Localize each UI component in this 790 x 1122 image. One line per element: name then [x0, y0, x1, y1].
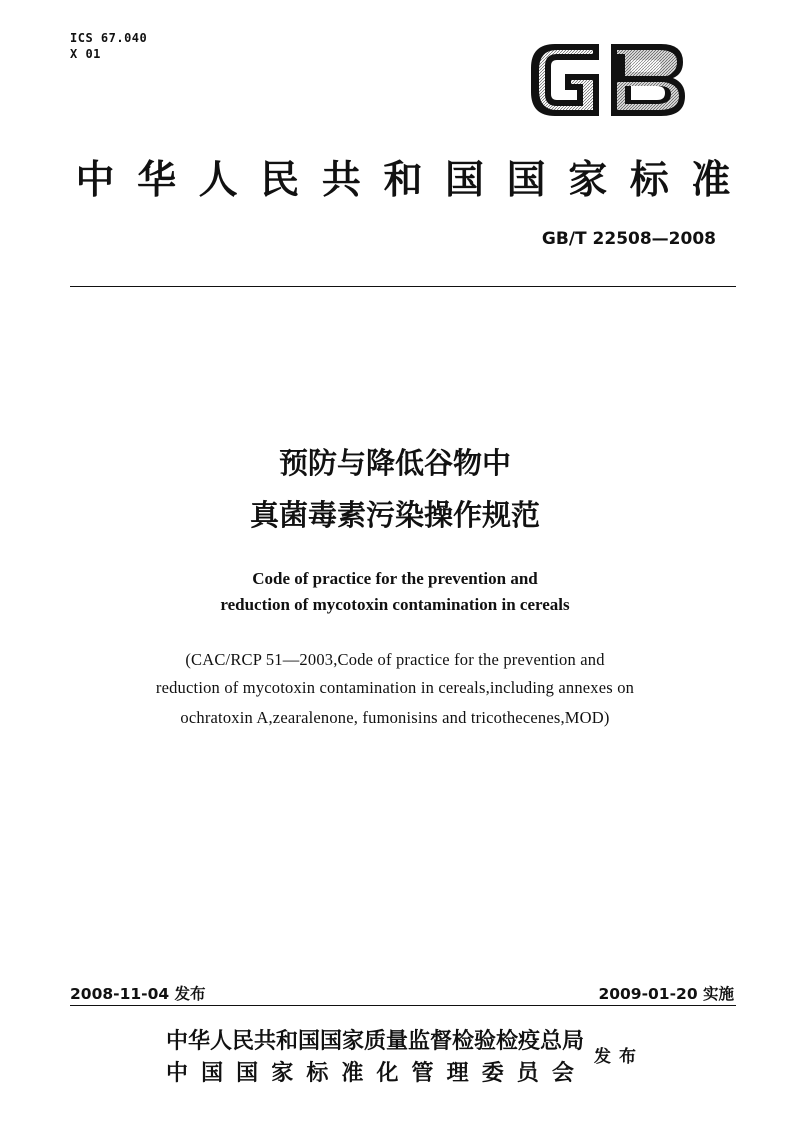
heading-char: 民	[260, 157, 300, 203]
heading-char: 人	[198, 157, 238, 203]
title-cn-line2: 真菌毒素污染操作规范	[249, 498, 540, 532]
heading-char: 标	[629, 157, 669, 203]
reference-line3: ochratoxin A,zearalenone, fumonisins and tricothecenes,MOD)	[180, 708, 610, 727]
classification-codes	[70, 30, 147, 62]
heading-char: 华	[137, 157, 177, 203]
title-cn-line1: 预防与降低谷物中	[278, 446, 511, 480]
issuer-char: 会	[551, 1060, 574, 1086]
national-standard-heading	[68, 150, 738, 204]
implementation-date: 2009-01-20 实施	[598, 985, 734, 1003]
issuer-char: 标	[306, 1060, 329, 1086]
title-en-line2: reduction of mycotoxin contamination in cereals	[220, 595, 570, 614]
issuer-char: 理	[446, 1060, 469, 1086]
heading-char: 国	[445, 157, 485, 203]
issuer-sac	[166, 1056, 574, 1087]
bottom-divider	[70, 1005, 736, 1006]
issuer-char: 化	[376, 1060, 399, 1086]
reference-line1: (CAC/RCP 51—2003,Code of practice for the prevention and	[185, 650, 605, 669]
heading-char: 共	[321, 157, 361, 203]
ccs-code: X 01	[70, 47, 101, 61]
issuer-char: 员	[516, 1060, 539, 1086]
heading-char: 国	[506, 157, 546, 203]
ics-code: ICS 67.040	[70, 31, 148, 45]
issuer-char: 委	[481, 1060, 504, 1086]
issuer-aqsiq: 中华人民共和国国家质量监督检验检疫总局	[166, 1028, 585, 1054]
issuer-char: 准	[341, 1060, 364, 1086]
standard-number: GB/T 22508—2008	[541, 229, 716, 249]
top-divider	[70, 286, 736, 287]
issue-word: 发布	[594, 1047, 644, 1067]
heading-char: 中	[75, 157, 115, 203]
gb-logo	[527, 38, 687, 122]
issuer-char: 国	[201, 1060, 224, 1086]
reference-line2: reduction of mycotoxin contamination in cereals,including annexes on	[155, 678, 635, 697]
issuer-char: 国	[236, 1060, 259, 1086]
title-en-line1: Code of practice for the prevention and	[252, 569, 538, 588]
issuer-char: 家	[271, 1060, 294, 1086]
issuer-char: 管	[411, 1060, 434, 1086]
issue-date: 2008-11-04 发布	[70, 985, 206, 1003]
issuer-char: 中	[166, 1060, 189, 1086]
heading-char: 和	[383, 157, 423, 203]
heading-char: 家	[568, 157, 608, 203]
heading-char: 准	[691, 157, 731, 203]
